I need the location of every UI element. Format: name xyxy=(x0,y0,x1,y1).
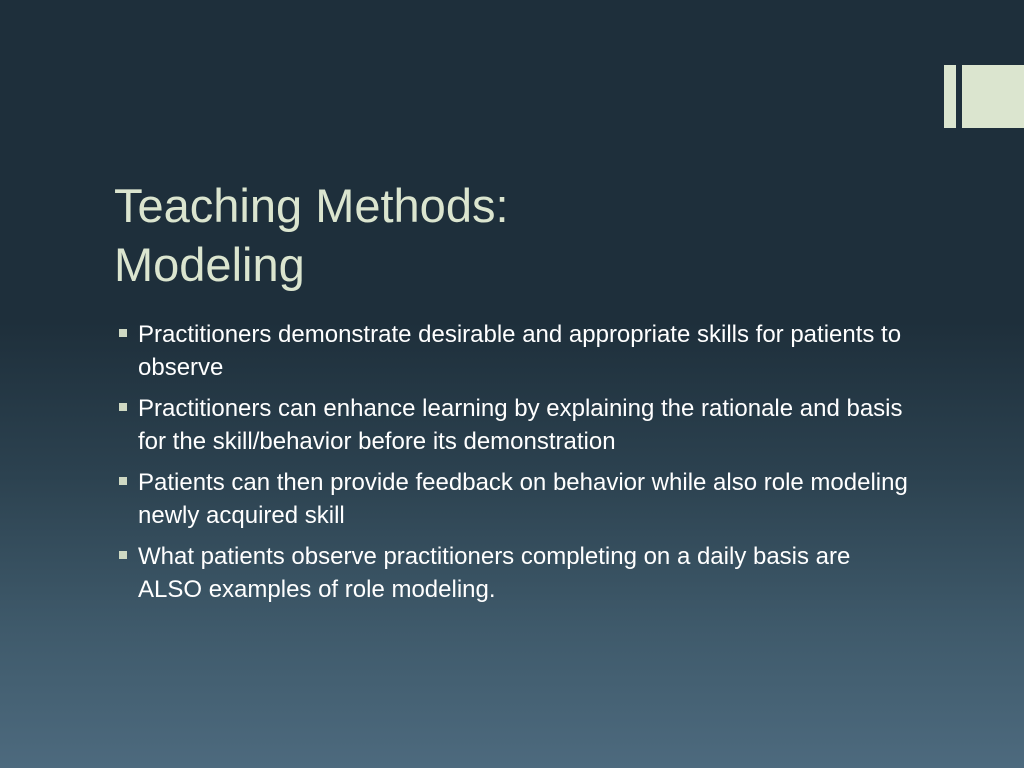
bullet-item xyxy=(116,392,916,458)
square-bullet-icon xyxy=(119,403,127,411)
corner-bar-wide xyxy=(962,65,1024,128)
corner-bars-decoration xyxy=(944,65,1024,128)
bullet-text: Practitioners can enhance learning by explaining the rationale and basis for the skill/behavior before its demonstration xyxy=(138,395,903,455)
bullet-item xyxy=(116,318,916,384)
square-bullet-icon xyxy=(119,551,127,559)
slide-title xyxy=(114,176,874,294)
slide-title-line-1: Teaching Methods: xyxy=(114,179,509,232)
square-bullet-icon xyxy=(119,477,127,485)
slide-title-line-2: Modeling xyxy=(114,238,305,291)
bullet-item xyxy=(116,466,916,532)
bullet-text: Practitioners demonstrate desirable and appropriate skills for patients to observe xyxy=(138,321,902,381)
bullet-item xyxy=(116,540,916,606)
bullet-text: What patients observe practitioners completing on a daily basis are ALSO examples of role modeling. xyxy=(138,543,851,603)
square-bullet-icon xyxy=(119,329,127,337)
bullet-text: Patients can then provide feedback on behavior while also role modeling newly acquired skill xyxy=(138,469,908,529)
corner-bar-thin xyxy=(944,65,956,128)
bullet-list xyxy=(116,318,916,614)
